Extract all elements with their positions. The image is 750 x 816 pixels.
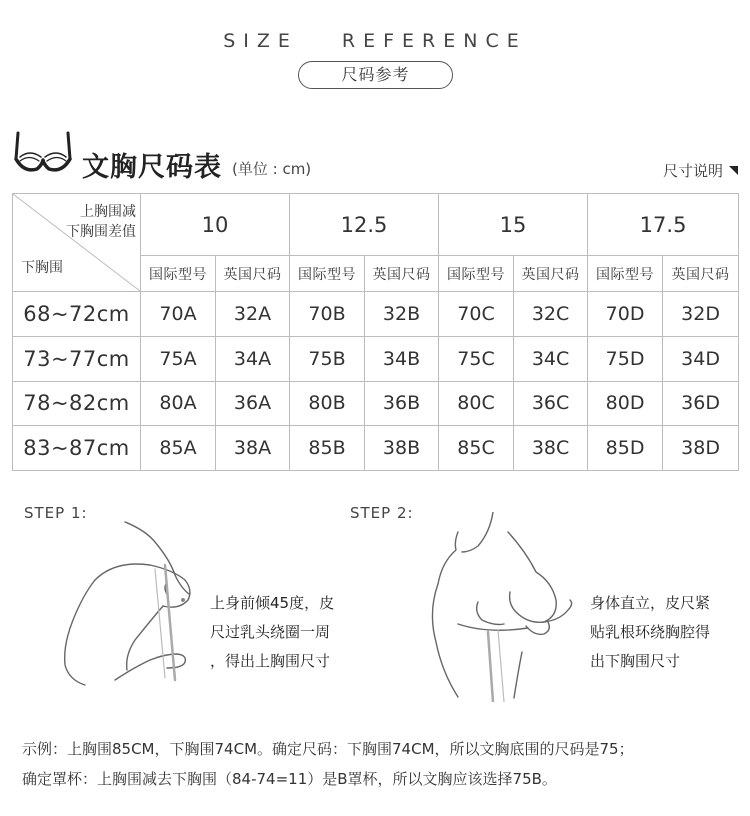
- subheader-intl: 国际型号: [290, 256, 365, 292]
- table-cell: 80D: [588, 381, 663, 426]
- table-cell: 75B: [290, 336, 365, 381]
- table-cell: 70B: [290, 292, 365, 337]
- subheader-uk: 英国尺码: [514, 256, 588, 292]
- table-cell: 38A: [216, 426, 290, 471]
- diff-header: 10: [141, 194, 290, 256]
- table-cell: 32C: [514, 292, 588, 337]
- corner-diff-label: [66, 202, 136, 242]
- table-cell: 36A: [216, 381, 290, 426]
- table-cell: 85A: [141, 426, 216, 471]
- table-corner-cell: [13, 194, 141, 292]
- row-label: 68~72cm: [13, 292, 141, 337]
- step1-line: ，得出上胸围尺寸: [210, 652, 331, 670]
- subheader-intl: 国际型号: [439, 256, 514, 292]
- corner-underbust-label: 下胸围: [21, 260, 63, 276]
- table-row: [13, 426, 739, 471]
- subheader-uk: 英国尺码: [663, 256, 739, 292]
- step2-text: [590, 589, 710, 676]
- row-label: 73~77cm: [13, 336, 141, 381]
- table-cell: 34A: [216, 336, 290, 381]
- table-row: [13, 336, 739, 381]
- table-cell: 32B: [365, 292, 439, 337]
- section-title-row: [12, 125, 738, 185]
- corner-diff-line2: 下胸围差值: [66, 224, 136, 240]
- table-row: [13, 292, 739, 337]
- table-cell: 34B: [365, 336, 439, 381]
- size-note-link[interactable]: [663, 160, 738, 181]
- table-cell: 38C: [514, 426, 588, 471]
- size-table: [12, 193, 739, 471]
- table-cell: 85C: [439, 426, 514, 471]
- example-explanation: [22, 734, 742, 794]
- step1-measuring-illustration: [55, 520, 205, 690]
- diff-header: 17.5: [588, 194, 739, 256]
- table-cell: 70C: [439, 292, 514, 337]
- row-label: 83~87cm: [13, 426, 141, 471]
- table-cell: 36D: [663, 381, 739, 426]
- table-row: [13, 381, 739, 426]
- example-line1: 示例：上胸围85CM，下胸围74CM。确定尺码：下胸围74CM，所以文胸底围的尺码是75；: [22, 740, 634, 758]
- row-label: 78~82cm: [13, 381, 141, 426]
- table-cell: 38B: [365, 426, 439, 471]
- step2-label: STEP 2:: [350, 504, 414, 522]
- table-cell: 38D: [663, 426, 739, 471]
- subheader-intl: 国际型号: [588, 256, 663, 292]
- triangle-down-icon: [729, 166, 738, 175]
- step2-line: 出下胸围尺寸: [590, 652, 681, 670]
- size-reference-heading: [0, 30, 750, 52]
- table-cell: 80A: [141, 381, 216, 426]
- step1-text: [210, 589, 334, 676]
- table-cell: 70D: [588, 292, 663, 337]
- step2-line: 身体直立，皮尺紧: [590, 594, 711, 612]
- table-cell: 75C: [439, 336, 514, 381]
- subheader-uk: 英国尺码: [365, 256, 439, 292]
- heading-word-size: SIZE: [223, 30, 298, 52]
- table-cell: 34D: [663, 336, 739, 381]
- table-cell: 32A: [216, 292, 290, 337]
- subheader-uk: 英国尺码: [216, 256, 290, 292]
- bra-icon: [12, 127, 74, 177]
- step1-label: STEP 1:: [24, 504, 88, 522]
- size-reference-subtitle: 尺码参考: [298, 61, 453, 89]
- section-title: 文胸尺码表: [82, 152, 222, 183]
- size-note-label: 尺寸说明: [662, 162, 723, 180]
- heading-word-reference: REFERENCE: [341, 30, 527, 52]
- step1-line: 尺过乳头绕圈一周: [210, 623, 331, 641]
- table-cell: 36B: [365, 381, 439, 426]
- corner-diff-line1: 上胸围减: [80, 204, 136, 220]
- table-cell: 32D: [663, 292, 739, 337]
- diff-header: 12.5: [290, 194, 439, 256]
- section-unit: (单位 : cm): [232, 160, 312, 178]
- table-cell: 75A: [141, 336, 216, 381]
- table-cell: 75D: [588, 336, 663, 381]
- table-cell: 85B: [290, 426, 365, 471]
- step2-line: 贴乳根环绕胸腔得: [590, 623, 711, 641]
- table-cell: 34C: [514, 336, 588, 381]
- table-cell: 85D: [588, 426, 663, 471]
- table-cell: 70A: [141, 292, 216, 337]
- step2-measuring-illustration: [418, 512, 588, 702]
- table-cell: 80B: [290, 381, 365, 426]
- table-cell: 36C: [514, 381, 588, 426]
- step1-line: 上身前倾45度，皮: [210, 594, 335, 612]
- diff-header: 15: [439, 194, 588, 256]
- table-cell: 80C: [439, 381, 514, 426]
- example-line2: 确定罩杯：上胸围减去下胸围（84-74=11）是B罩杯，所以文胸应该选择75B。: [22, 770, 557, 788]
- subheader-intl: 国际型号: [141, 256, 216, 292]
